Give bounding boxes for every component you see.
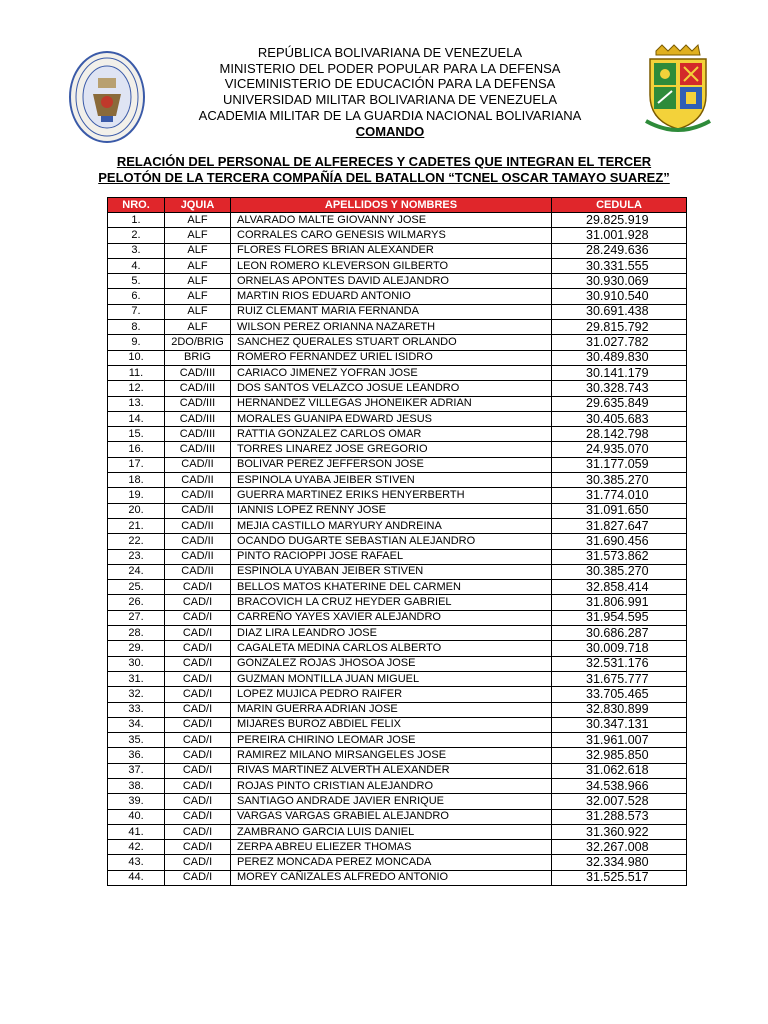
row-number: 4. bbox=[108, 258, 165, 273]
row-number: 7. bbox=[108, 304, 165, 319]
row-number: 40. bbox=[108, 809, 165, 824]
name-cell: GONZALEZ ROJAS JHOSOA JOSE bbox=[231, 656, 552, 671]
row-number: 3. bbox=[108, 243, 165, 258]
table-row bbox=[108, 840, 687, 855]
row-number: 13. bbox=[108, 396, 165, 411]
rank-cell: CAD/I bbox=[165, 809, 231, 824]
name-cell: PEREZ MONCADA PEREZ MONCADA bbox=[231, 855, 552, 870]
row-number: 29. bbox=[108, 641, 165, 656]
table-row bbox=[108, 365, 687, 380]
column-header-jquia: JQUIA bbox=[165, 198, 231, 213]
table-row bbox=[108, 427, 687, 442]
name-cell: PEREIRA CHIRINO LEOMAR JOSE bbox=[231, 733, 552, 748]
rank-cell: CAD/II bbox=[165, 534, 231, 549]
rank-cell: CAD/III bbox=[165, 442, 231, 457]
rank-cell: CAD/II bbox=[165, 503, 231, 518]
id-number-cell: 32.531.176 bbox=[552, 656, 687, 671]
row-number: 9. bbox=[108, 335, 165, 350]
header-line: VICEMINISTERIO DE EDUCACIÓN PARA LA DEFENSA bbox=[224, 76, 556, 92]
name-cell: WILSON PEREZ ORIANNA NAZARETH bbox=[231, 320, 552, 335]
row-number: 31. bbox=[108, 671, 165, 686]
header-line: REPÚBLICA BOLIVARIANA DE VENEZUELA bbox=[257, 45, 523, 60]
table-row bbox=[108, 503, 687, 518]
name-cell: ROMERO FERNANDEZ URIEL ISIDRO bbox=[231, 350, 552, 365]
rank-cell: ALF bbox=[165, 320, 231, 335]
id-number-cell: 32.858.414 bbox=[552, 580, 687, 595]
id-number-cell: 30.686.287 bbox=[552, 626, 687, 641]
id-number-cell: 29.815.792 bbox=[552, 320, 687, 335]
table-row bbox=[108, 274, 687, 289]
row-number: 14. bbox=[108, 411, 165, 426]
row-number: 41. bbox=[108, 824, 165, 839]
table-row bbox=[108, 580, 687, 595]
rank-cell: CAD/III bbox=[165, 411, 231, 426]
table-body bbox=[108, 213, 687, 886]
table-row bbox=[108, 702, 687, 717]
table-row bbox=[108, 243, 687, 258]
name-cell: ZAMBRANO GARCIA LUIS DANIEL bbox=[231, 824, 552, 839]
id-number-cell: 33.705.465 bbox=[552, 687, 687, 702]
column-header-names: APELLIDOS Y NOMBRES bbox=[231, 198, 552, 213]
title-line: RELACIÓN DEL PERSONAL DE ALFERECES Y CADETES QUE INTEGRAN EL TERCER bbox=[116, 154, 652, 169]
name-cell: LEON ROMERO KLEVERSON GILBERTO bbox=[231, 258, 552, 273]
rank-cell: CAD/I bbox=[165, 748, 231, 763]
rank-cell: CAD/I bbox=[165, 702, 231, 717]
table-row bbox=[108, 870, 687, 885]
row-number: 11. bbox=[108, 365, 165, 380]
row-number: 17. bbox=[108, 457, 165, 472]
id-number-cell: 31.360.922 bbox=[552, 824, 687, 839]
id-number-cell: 30.347.131 bbox=[552, 717, 687, 732]
rank-cell: CAD/I bbox=[165, 778, 231, 793]
table-row bbox=[108, 671, 687, 686]
id-number-cell: 30.331.555 bbox=[552, 258, 687, 273]
name-cell: MARIN GUERRA ADRIAN JOSE bbox=[231, 702, 552, 717]
row-number: 32. bbox=[108, 687, 165, 702]
table-row bbox=[108, 518, 687, 533]
table-row bbox=[108, 228, 687, 243]
personnel-table bbox=[107, 197, 687, 886]
name-cell: ROJAS PINTO CRISTIAN ALEJANDRO bbox=[231, 778, 552, 793]
row-number: 26. bbox=[108, 595, 165, 610]
row-number: 34. bbox=[108, 717, 165, 732]
name-cell: OCANDO DUGARTE SEBASTIAN ALEJANDRO bbox=[231, 534, 552, 549]
row-number: 10. bbox=[108, 350, 165, 365]
name-cell: ALVARADO MALTE GIOVANNY JOSE bbox=[231, 213, 552, 228]
row-number: 25. bbox=[108, 580, 165, 595]
name-cell: HERNANDEZ VILLEGAS JHONEIKER ADRIAN bbox=[231, 396, 552, 411]
name-cell: TORRES LINAREZ JOSE GREGORIO bbox=[231, 442, 552, 457]
row-number: 12. bbox=[108, 381, 165, 396]
rank-cell: CAD/I bbox=[165, 794, 231, 809]
table-row bbox=[108, 763, 687, 778]
rank-cell: CAD/I bbox=[165, 671, 231, 686]
document-title bbox=[80, 154, 688, 186]
row-number: 44. bbox=[108, 870, 165, 885]
table-row bbox=[108, 733, 687, 748]
table-row bbox=[108, 289, 687, 304]
name-cell: DOS SANTOS VELAZCO JOSUE LEANDRO bbox=[231, 381, 552, 396]
id-number-cell: 30.385.270 bbox=[552, 564, 687, 579]
header-line: MINISTERIO DEL PODER POPULAR PARA LA DEFENSA bbox=[219, 60, 561, 76]
table-row bbox=[108, 778, 687, 793]
row-number: 22. bbox=[108, 534, 165, 549]
table-row bbox=[108, 473, 687, 488]
table-row bbox=[108, 350, 687, 365]
rank-cell: CAD/I bbox=[165, 855, 231, 870]
id-number-cell: 30.691.438 bbox=[552, 304, 687, 319]
name-cell: PINTO RACIOPPI JOSE RAFAEL bbox=[231, 549, 552, 564]
row-number: 20. bbox=[108, 503, 165, 518]
name-cell: RATTIA GONZALEZ CARLOS OMAR bbox=[231, 427, 552, 442]
name-cell: MEJIA CASTILLO MARYURY ANDREINA bbox=[231, 518, 552, 533]
row-number: 37. bbox=[108, 763, 165, 778]
id-number-cell: 30.930.069 bbox=[552, 274, 687, 289]
rank-cell: CAD/II bbox=[165, 473, 231, 488]
name-cell: GUERRA MARTINEZ ERIKS HENYERBERTH bbox=[231, 488, 552, 503]
rank-cell: CAD/I bbox=[165, 870, 231, 885]
id-number-cell: 30.141.179 bbox=[552, 365, 687, 380]
rank-cell: CAD/II bbox=[165, 488, 231, 503]
table-row bbox=[108, 610, 687, 625]
header-comando: COMANDO bbox=[355, 123, 425, 139]
table-row bbox=[108, 595, 687, 610]
table-row bbox=[108, 411, 687, 426]
name-cell: CAGALETA MEDINA CARLOS ALBERTO bbox=[231, 641, 552, 656]
row-number: 15. bbox=[108, 427, 165, 442]
table-row bbox=[108, 488, 687, 503]
table-row bbox=[108, 748, 687, 763]
row-number: 6. bbox=[108, 289, 165, 304]
table-row bbox=[108, 717, 687, 732]
rank-cell: ALF bbox=[165, 228, 231, 243]
id-number-cell: 28.142.798 bbox=[552, 427, 687, 442]
header-line: ACADEMIA MILITAR DE LA GUARDIA NACIONAL BOLIVARIANA bbox=[198, 107, 582, 123]
row-number: 23. bbox=[108, 549, 165, 564]
rank-cell: BRIG bbox=[165, 350, 231, 365]
name-cell: LOPEZ MUJICA PEDRO RAIFER bbox=[231, 687, 552, 702]
table-row bbox=[108, 641, 687, 656]
id-number-cell: 30.489.830 bbox=[552, 350, 687, 365]
name-cell: ESPINOLA UYABA JEIBER STIVEN bbox=[231, 473, 552, 488]
name-cell: VARGAS VARGAS GRABIEL ALEJANDRO bbox=[231, 809, 552, 824]
name-cell: CORRALES CARO GENESIS WILMARYS bbox=[231, 228, 552, 243]
table-row bbox=[108, 320, 687, 335]
id-number-cell: 30.385.270 bbox=[552, 473, 687, 488]
rank-cell: CAD/II bbox=[165, 518, 231, 533]
row-number: 16. bbox=[108, 442, 165, 457]
id-number-cell: 31.027.782 bbox=[552, 335, 687, 350]
table-row bbox=[108, 457, 687, 472]
name-cell: MORALES GUANIPA EDWARD JESUS bbox=[231, 411, 552, 426]
table-header-row bbox=[108, 198, 687, 213]
table-row bbox=[108, 213, 687, 228]
id-number-cell: 32.830.899 bbox=[552, 702, 687, 717]
column-header-cedula: CEDULA bbox=[552, 198, 687, 213]
institution-header bbox=[150, 45, 630, 139]
id-number-cell: 29.825.919 bbox=[552, 213, 687, 228]
rank-cell: CAD/I bbox=[165, 824, 231, 839]
rank-cell: CAD/I bbox=[165, 717, 231, 732]
id-number-cell: 30.910.540 bbox=[552, 289, 687, 304]
id-number-cell: 32.334.980 bbox=[552, 855, 687, 870]
row-number: 5. bbox=[108, 274, 165, 289]
name-cell: RUIZ CLEMANT MARIA FERNANDA bbox=[231, 304, 552, 319]
rank-cell: ALF bbox=[165, 304, 231, 319]
id-number-cell: 32.267.008 bbox=[552, 840, 687, 855]
id-number-cell: 28.249.636 bbox=[552, 243, 687, 258]
rank-cell: CAD/I bbox=[165, 595, 231, 610]
rank-cell: CAD/I bbox=[165, 733, 231, 748]
rank-cell: CAD/I bbox=[165, 687, 231, 702]
name-cell: SANTIAGO ANDRADE JAVIER ENRIQUE bbox=[231, 794, 552, 809]
id-number-cell: 29.635.849 bbox=[552, 396, 687, 411]
row-number: 2. bbox=[108, 228, 165, 243]
rank-cell: ALF bbox=[165, 258, 231, 273]
id-number-cell: 31.525.517 bbox=[552, 870, 687, 885]
row-number: 18. bbox=[108, 473, 165, 488]
name-cell: CARREÑO YAYES XAVIER ALEJANDRO bbox=[231, 610, 552, 625]
rank-cell: CAD/I bbox=[165, 626, 231, 641]
row-number: 42. bbox=[108, 840, 165, 855]
row-number: 33. bbox=[108, 702, 165, 717]
table-row bbox=[108, 824, 687, 839]
row-number: 43. bbox=[108, 855, 165, 870]
id-number-cell: 31.573.862 bbox=[552, 549, 687, 564]
name-cell: IANNIS LOPEZ RENNY JOSE bbox=[231, 503, 552, 518]
id-number-cell: 32.985.850 bbox=[552, 748, 687, 763]
name-cell: CARIACO JIMENEZ YOFRAN JOSE bbox=[231, 365, 552, 380]
header-line: UNIVERSIDAD MILITAR BOLIVARIANA DE VENEZUELA bbox=[223, 92, 557, 108]
name-cell: SANCHEZ QUERALES STUART ORLANDO bbox=[231, 335, 552, 350]
rank-cell: CAD/II bbox=[165, 457, 231, 472]
rank-cell: 2DO/BRIG bbox=[165, 335, 231, 350]
rank-cell: CAD/II bbox=[165, 564, 231, 579]
rank-cell: CAD/III bbox=[165, 396, 231, 411]
row-number: 8. bbox=[108, 320, 165, 335]
table-row bbox=[108, 809, 687, 824]
row-number: 21. bbox=[108, 518, 165, 533]
id-number-cell: 32.007.528 bbox=[552, 794, 687, 809]
table-row bbox=[108, 656, 687, 671]
row-number: 36. bbox=[108, 748, 165, 763]
rank-cell: ALF bbox=[165, 274, 231, 289]
row-number: 39. bbox=[108, 794, 165, 809]
name-cell: RAMIREZ MILANO MIRSANGELES JOSE bbox=[231, 748, 552, 763]
academy-shield-logo bbox=[642, 43, 714, 135]
title-line: PELOTÓN DE LA TERCERA COMPAÑÍA DEL BATALLON “TCNEL OSCAR TAMAYO SUAREZ” bbox=[98, 170, 670, 185]
row-number: 38. bbox=[108, 778, 165, 793]
id-number-cell: 30.405.683 bbox=[552, 411, 687, 426]
rank-cell: CAD/I bbox=[165, 641, 231, 656]
name-cell: FLORES FLORES BRIAN ALEXANDER bbox=[231, 243, 552, 258]
table-row bbox=[108, 564, 687, 579]
id-number-cell: 30.009.718 bbox=[552, 641, 687, 656]
id-number-cell: 31.001.928 bbox=[552, 228, 687, 243]
name-cell: MARTIN RIOS EDUARD ANTONIO bbox=[231, 289, 552, 304]
row-number: 1. bbox=[108, 213, 165, 228]
name-cell: BELLOS MATOS KHATERINE DEL CARMEN bbox=[231, 580, 552, 595]
table-row bbox=[108, 442, 687, 457]
table-row bbox=[108, 794, 687, 809]
row-number: 24. bbox=[108, 564, 165, 579]
name-cell: GUZMAN MONTILLA JUAN MIGUEL bbox=[231, 671, 552, 686]
name-cell: BRACOVICH LA CRUZ HEYDER GABRIEL bbox=[231, 595, 552, 610]
id-number-cell: 31.961.007 bbox=[552, 733, 687, 748]
table-row bbox=[108, 396, 687, 411]
table-row bbox=[108, 626, 687, 641]
name-cell: BOLIVAR PEREZ JEFFERSON JOSE bbox=[231, 457, 552, 472]
id-number-cell: 31.806.991 bbox=[552, 595, 687, 610]
id-number-cell: 31.091.650 bbox=[552, 503, 687, 518]
table-row bbox=[108, 335, 687, 350]
name-cell: DIAZ LIRA LEANDRO JOSE bbox=[231, 626, 552, 641]
row-number: 30. bbox=[108, 656, 165, 671]
row-number: 35. bbox=[108, 733, 165, 748]
name-cell: RIVAS MARTINEZ ALVERTH ALEXANDER bbox=[231, 763, 552, 778]
id-number-cell: 31.177.059 bbox=[552, 457, 687, 472]
rank-cell: CAD/III bbox=[165, 365, 231, 380]
university-seal-logo bbox=[68, 50, 146, 144]
rank-cell: CAD/II bbox=[165, 549, 231, 564]
rank-cell: CAD/I bbox=[165, 656, 231, 671]
name-cell: ESPINOLA UYABAN JEIBER STIVEN bbox=[231, 564, 552, 579]
rank-cell: ALF bbox=[165, 289, 231, 304]
rank-cell: CAD/III bbox=[165, 381, 231, 396]
row-number: 27. bbox=[108, 610, 165, 625]
row-number: 28. bbox=[108, 626, 165, 641]
table-row bbox=[108, 258, 687, 273]
table-row bbox=[108, 381, 687, 396]
id-number-cell: 31.288.573 bbox=[552, 809, 687, 824]
table-row bbox=[108, 687, 687, 702]
table-row bbox=[108, 549, 687, 564]
id-number-cell: 31.827.647 bbox=[552, 518, 687, 533]
rank-cell: CAD/III bbox=[165, 427, 231, 442]
column-header-nro: NRO. bbox=[108, 198, 165, 213]
id-number-cell: 31.675.777 bbox=[552, 671, 687, 686]
rank-cell: CAD/I bbox=[165, 840, 231, 855]
table-row bbox=[108, 304, 687, 319]
row-number: 19. bbox=[108, 488, 165, 503]
name-cell: MIJARES BUROZ ABDIEL FELIX bbox=[231, 717, 552, 732]
rank-cell: ALF bbox=[165, 213, 231, 228]
id-number-cell: 31.774.010 bbox=[552, 488, 687, 503]
name-cell: MOREY CAÑIZALES ALFREDO ANTONIO bbox=[231, 870, 552, 885]
id-number-cell: 30.328.743 bbox=[552, 381, 687, 396]
name-cell: ZERPA ABREU ELIEZER THOMAS bbox=[231, 840, 552, 855]
table-row bbox=[108, 855, 687, 870]
id-number-cell: 34.538.966 bbox=[552, 778, 687, 793]
id-number-cell: 31.954.595 bbox=[552, 610, 687, 625]
rank-cell: CAD/I bbox=[165, 763, 231, 778]
name-cell: ORNELAS APONTES DAVID ALEJANDRO bbox=[231, 274, 552, 289]
rank-cell: ALF bbox=[165, 243, 231, 258]
id-number-cell: 31.062.618 bbox=[552, 763, 687, 778]
id-number-cell: 31.690.456 bbox=[552, 534, 687, 549]
table-row bbox=[108, 534, 687, 549]
rank-cell: CAD/I bbox=[165, 580, 231, 595]
rank-cell: CAD/I bbox=[165, 610, 231, 625]
id-number-cell: 24.935.070 bbox=[552, 442, 687, 457]
